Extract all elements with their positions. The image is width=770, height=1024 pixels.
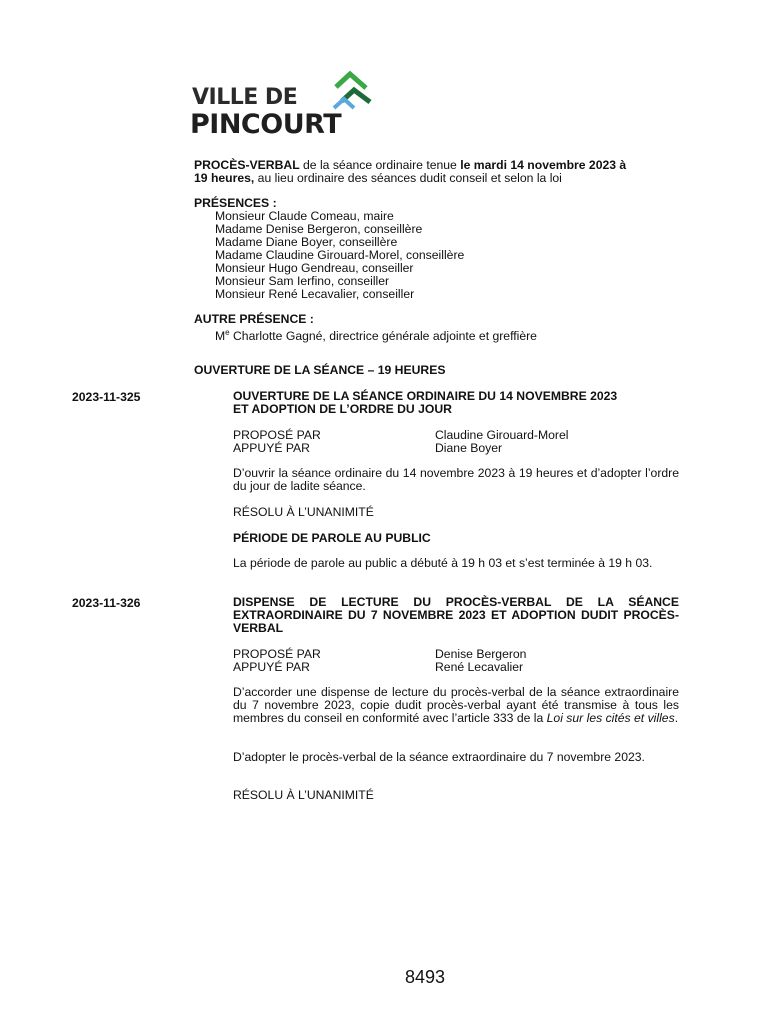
resolution-result: RÉSOLU À L’UNANIMITÉ xyxy=(233,505,374,519)
presence-member: Monsieur Sam Ierfino, conseiller xyxy=(215,274,390,288)
resolution-title-line: ET ADOPTION DE L’ORDRE DU JOUR xyxy=(233,402,452,416)
law-title: Loi sur les cités et villes xyxy=(546,711,675,725)
intro-label: PROCÈS-VERBAL xyxy=(194,158,300,172)
resolution-text xyxy=(233,686,679,725)
public-period-text: La période de parole au public a débuté à 19 h 03 et s’est terminée à 19 h 03. xyxy=(233,556,653,570)
presences-heading: PRÉSENCES : xyxy=(194,196,277,210)
autre-presence-heading: AUTRE PRÉSENCE : xyxy=(194,312,314,326)
proposed-by: Denise Bergeron xyxy=(435,647,527,661)
intro-time: 19 heures, xyxy=(194,171,255,185)
seconded-label: APPUYÉ PAR xyxy=(233,441,310,455)
logo-text-line2: PINCOURT xyxy=(190,109,342,140)
person-sup: e xyxy=(225,328,230,337)
autre-presence-person xyxy=(215,326,537,343)
presence-member: Monsieur René Lecavalier, conseiller xyxy=(215,287,415,301)
proposed-by: Claudine Girouard-Morel xyxy=(435,428,569,442)
presence-member: Madame Claudine Girouard-Morel, conseillère xyxy=(215,248,465,262)
chevron-logo-icon xyxy=(330,66,382,110)
resolution-number: 2023-11-326 xyxy=(72,596,141,610)
page-number: 8493 xyxy=(405,967,446,987)
presence-member: Madame Denise Bergeron, conseillère xyxy=(215,222,423,236)
presence-member: Madame Diane Boyer, conseillère xyxy=(215,235,398,249)
resolution-text-part: D’accorder une dispense de lecture du procès-verbal de la séance extraordinaire du 7 novembre 2023, copie dudit procès-verbal ayant été transmise à tous les membres du conseil en conformité avec l’article 333 de la xyxy=(233,685,679,725)
logo xyxy=(190,66,385,140)
intro-line2 xyxy=(194,172,562,185)
resolution-text-end: . xyxy=(674,711,679,725)
presence-member: Monsieur Hugo Gendreau, conseiller xyxy=(215,261,414,275)
resolution-title: DISPENSE DE LECTURE DU PROCÈS-VERBAL DE LA SÉANCE EXTRAORDINAIRE DU 7 NOVEMBRE 2023 ET ADOPTION DUDIT PROCÈS-VERBAL xyxy=(233,595,679,635)
intro-date: le mardi 14 novembre 2023 à xyxy=(460,158,627,172)
seconded-by: Diane Boyer xyxy=(435,441,503,455)
resolution-text: D’adopter le procès-verbal de la séance extraordinaire du 7 novembre 2023. xyxy=(233,750,645,764)
resolution-result: RÉSOLU À L’UNANIMITÉ xyxy=(233,788,374,802)
seconded-label: APPUYÉ PAR xyxy=(233,660,310,674)
intro-part2: au lieu ordinaire des séances dudit conseil et selon la loi xyxy=(254,171,562,185)
proposed-label: PROPOSÉ PAR xyxy=(233,428,321,442)
person-prefix: M xyxy=(215,329,226,344)
resolution-title xyxy=(233,390,679,416)
resolution-text: D’ouvrir la séance ordinaire du 14 novembre 2023 à 19 heures et d’adopter l’ordre du jour de ladite séance. xyxy=(233,466,679,493)
person-rest: Charlotte Gagné, directrice générale adjointe et greffière xyxy=(229,329,537,344)
ouverture-heading: OUVERTURE DE LA SÉANCE – 19 HEURES xyxy=(194,363,446,377)
public-period-heading: PÉRIODE DE PAROLE AU PUBLIC xyxy=(233,531,431,545)
presence-member: Monsieur Claude Comeau, maire xyxy=(215,209,394,223)
seconded-by: René Lecavalier xyxy=(435,660,524,674)
intro-part1: de la séance ordinaire tenue xyxy=(299,158,461,172)
resolution-title-line: OUVERTURE DE LA SÉANCE ORDINAIRE DU 14 NOVEMBRE 2023 xyxy=(233,389,618,403)
proposed-label: PROPOSÉ PAR xyxy=(233,647,321,661)
logo-text-line1: VILLE DE xyxy=(192,85,298,110)
resolution-number: 2023-11-325 xyxy=(72,390,141,404)
